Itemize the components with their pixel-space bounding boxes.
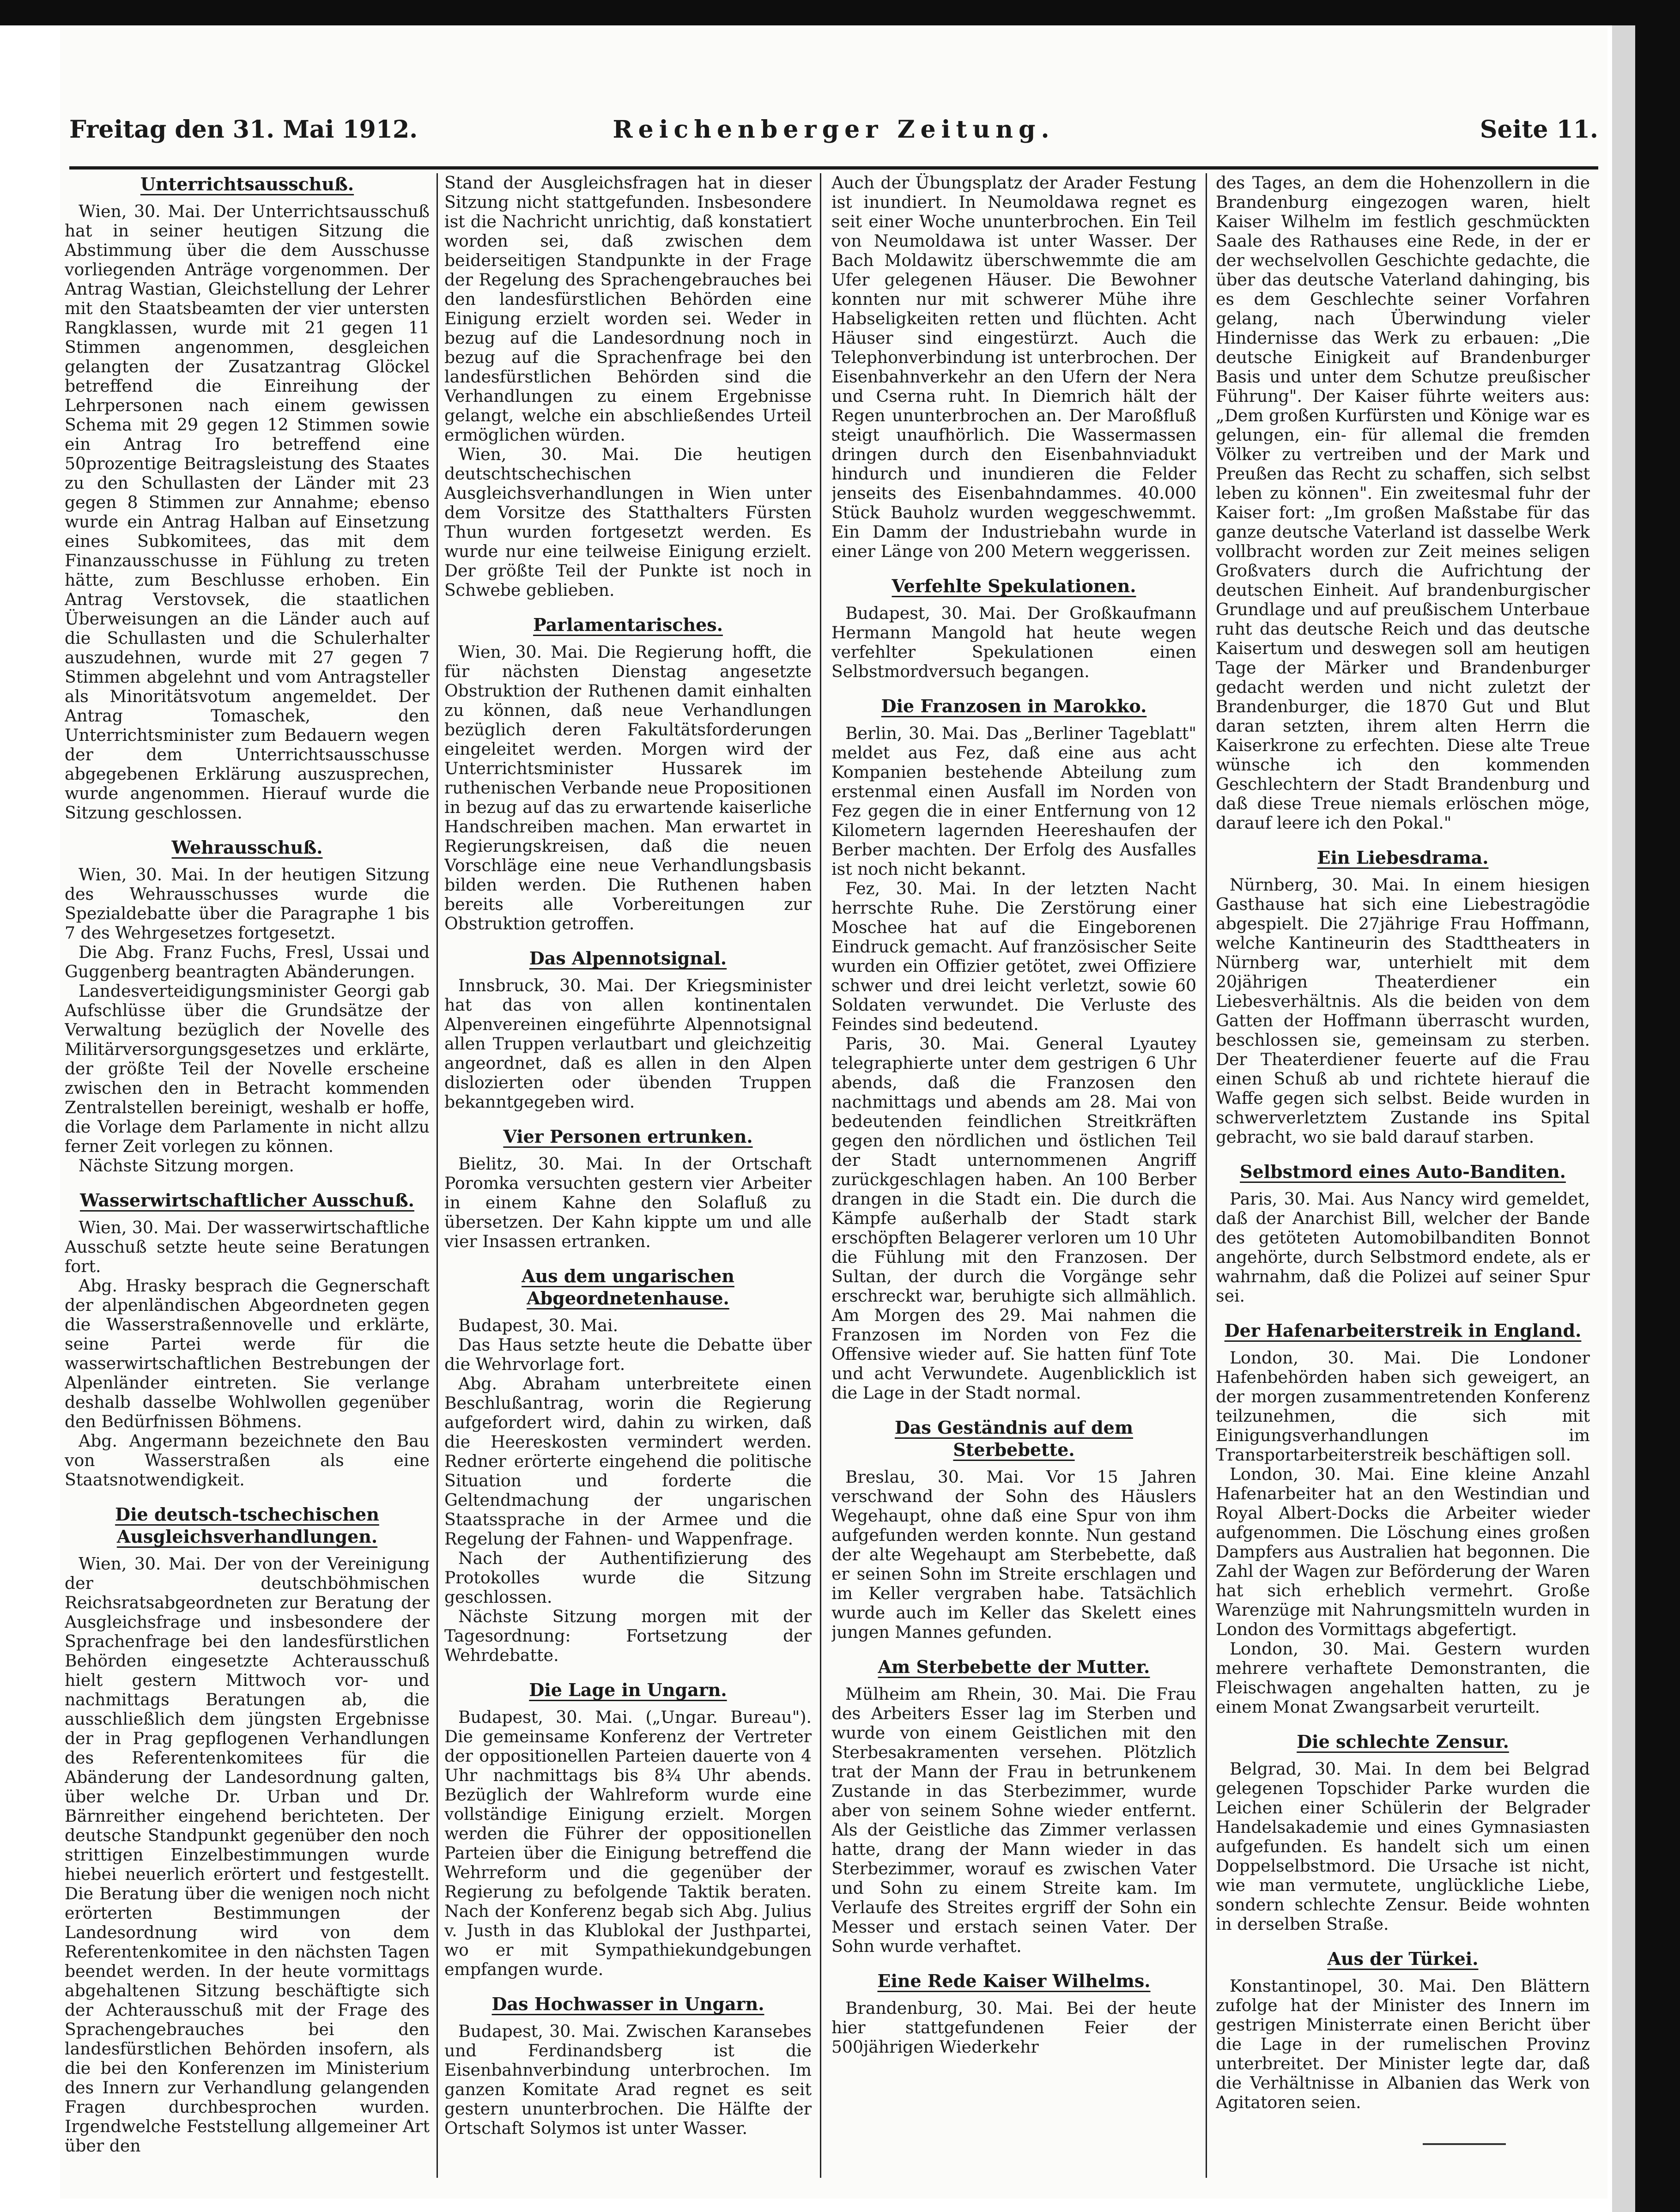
- column-3: [831, 173, 1196, 2178]
- article-paragraph: Budapest, 30. Mai. Zwischen Karansebes und Ferdinandsberg ist die Eisenbahnverbindung unterbrochen. Im ganzen Komitate Arad regnet es seit gestern ununterbrochen. Die Hälfte der Ortschaft Solymos ist unter Wasser.: [444, 2021, 812, 2138]
- article-paragraph: des Tages, an dem die Hohenzollern in die Brandenburg eingezogen waren, hielt Kaiser Wilhelm im festlich geschmückten Saale des Rathauses eine Rede, in der er der wechselvollen Geschichte gedachte, die über das deutsche Vaterland dahinging, bis es dem Geschlechte seiner Vorfahren gelang, nach Überwindung vieler Hindernisse das Werk zu erbauen: „Die deutsche Einigkeit auf Brandenburger Basis und unter dem Schutze preußischer Führung". Der Kaiser führte weiters aus: „Dem großen Kurfürsten und Könige war es gelungen, ein- für allemal die fremden Völker zu vertreiben und der Mark und Preußen das Recht zu schaffen, sich selbst leben zu können". Ein zweitesmal fuhr der Kaiser fort: „Im großen Maßstabe für das ganze deutsche Vaterland ist dasselbe Werk vollbracht worden zur Zeit meines seligen Großvaters durch die Aufrichtung der deutschen Einheit. Auf brandenburgischer Grundlage und auf preußischem Unterbaue ruht das deutsche Reich und das deutsche Kaisertum und deswegen soll am heutigen Tage der Märker und Brandenburger gedacht werden und nicht zuletzt der Brandenburger, die 1870 Gut und Blut daran setzten, ihrem alten Herrn die Kaiserkrone zu erfechten. Diese alte Treue wünsche ich den kommenden Geschlechtern der Stadt Brandenburg und daß diese Treue niemals erlöschen möge, darauf leere ich den Pokal.": [1216, 173, 1590, 833]
- newspaper-title: Reichenberger Zeitung.: [613, 115, 1055, 144]
- article-paragraph: Abg. Angermann bezeichnete den Bau von Wasserstraßen als eine Staatsnotwendigkeit.: [65, 1431, 430, 1490]
- article-paragraph: Paris, 30. Mai. Aus Nancy wird gemeldet, daß der Anarchist Bill, welcher der Bande des getöteten Automobilbanditen Bonnot angehörte, durch Selbstmord endete, als er wahrnahm, daß die Polizei auf seiner Spur sei.: [1216, 1189, 1590, 1306]
- article-headline: Unterrichtsausschuß.: [140, 174, 354, 194]
- article-paragraph: Wien, 30. Mai. Die heutigen deutschtschechischen Ausgleichsverhandlungen in Wien unter dem Vorsitze des Statthalters Fürsten Thun wurden fortgesetzt werden. Es wurde nur eine teilweise Einigung erzielt. Der größte Teil der Punkte ist noch in Schwebe geblieben.: [444, 444, 812, 600]
- article-headline: Eine Rede Kaiser Wilhelms.: [877, 1970, 1151, 1991]
- article-paragraph: Wien, 30. Mai. Die Regierung hofft, die für nächsten Dienstag angesetzte Obstruktion der Ruthenen damit einhalten zu können, daß neue Verhandlungen bezüglich deren Fakultätsforderungen eingeleitet werden. Morgen wird der Unterrichtsminister Hussarek im ruthenischen Verbande neue Propositionen in bezug auf das zu erwartende kaiserliche Handschreiben machen. Man erwartet in Regierungskreisen, daß die neuen Vorschläge eine neue Verhandlungsbasis bilden werden. Die Ruthenen haben bereits alle Vorbereitungen zur Obstruktion getroffen.: [444, 642, 812, 933]
- article-headline: Die schlechte Zensur.: [1297, 1731, 1509, 1752]
- article-paragraph: Stand der Ausgleichsfragen hat in dieser Sitzung nicht stattgefunden. Insbesondere ist die Nachricht unrichtig, daß konstatiert worden sei, daß zwischen dem beiderseitigen Standpunkte in der Frage der Regelung des Sprachengebrauches bei den landesfürstlichen Behörden eine Einigung erzielt worden sei. Weder in bezug auf die Landesordnung noch in bezug auf die Sprachenfrage bei den landesfürstlichen Behörden sind die Verhandlungen zu einem Ergebnisse gelangt, welche ein abschließendes Urteil ermöglichen würden.: [444, 173, 812, 445]
- article-headline: Das Geständnis auf dem Sterbebette.: [894, 1417, 1134, 1460]
- column-divider: [437, 173, 438, 2178]
- article-paragraph: Brandenburg, 30. Mai. Bei der heute hier stattgefundenen Feier der 500jährigen Wiederkehr: [831, 1998, 1196, 2057]
- column-4: [1216, 173, 1590, 2178]
- article-paragraph: Nächste Sitzung morgen mit der Tagesordnung: Fortsetzung der Wehrdebatte.: [444, 1606, 812, 1665]
- article-paragraph: Konstantinopel, 30. Mai. Den Blättern zufolge hat der Minister des Innern im gestrigen Ministerrate einen Bericht über die Lage in der rumelischen Provinz unterbreitet. Der Minister legte dar, daß die Verhältnisse in Albanien das Werk von Agitatoren seien.: [1216, 1976, 1590, 2112]
- article-paragraph: Landesverteidigungsminister Georgi gab Aufschlüsse über die Grundsätze der Verwaltung bezüglich der Novelle des Militärversorgungsgesetzes und erklärte, der größte Teil der Novelle erscheine zwischen den in Betracht kommenden Zentralstellen bereinigt, weshalb er hoffe, die Vorlage dem Parlamente in nicht allzu ferner Zeit vorlegen zu können.: [65, 981, 430, 1156]
- article-headline: Aus dem ungarischen Abgeordnetenhause.: [522, 1266, 734, 1309]
- article-headline: Selbstmord eines Auto-Banditen.: [1240, 1161, 1566, 1182]
- article-paragraph: Das Haus setzte heute die Debatte über die Wehrvorlage fort.: [444, 1335, 812, 1374]
- scan-border-right: [1635, 0, 1680, 2212]
- article-paragraph: Bielitz, 30. Mai. In der Ortschaft Poromka versuchten gestern vier Arbeiter in einem Kahne den Solafluß zu übersetzen. Der Kahn kippte um und alle vier Insassen ertranken.: [444, 1154, 812, 1251]
- article-paragraph: Abg. Abraham unterbreitete einen Beschlußantrag, worin die Regierung aufgefordert wird, dahin zu wirken, daß die Heereskosten vermindert werden. Redner erörterte eingehend die politische Situation und forderte die Geltendmachung der ungarischen Staatssprache in der Armee und die Regelung der Fahnen- und Wappenfrage.: [444, 1374, 812, 1549]
- article-paragraph: Belgrad, 30. Mai. In dem bei Belgrad gelegenen Topschider Parke wurden die Leichen einer Schülerin der Belgrader Handelsakademie und eines Gymnasiasten aufgefunden. Es handelt sich um einen Doppelselbstmord. Die Ursache ist nicht, wie man vermutete, unglückliche Liebe, sondern schlechte Zensur. Beide wohnten in derselben Straße.: [1216, 1759, 1590, 1934]
- article-paragraph: Budapest, 30. Mai. („Ungar. Bureau"). Die gemeinsame Konferenz der Vertreter der oppositionellen Parteien dauerte von 4 Uhr nachmittags bis 8¾ Uhr abends. Bezüglich der Wahlreform wurde eine vollständige Einigung erzielt. Morgen werden die Führer der oppositionellen Parteien über die Einigung betreffend die Wehrreform und die gegenüber der Regierung zu befolgende Taktik beraten. Nach der Konferenz begab sich Abg. Julius v. Justh in das Klublokal der Justhpartei, wo er mit Sympathiekundgebungen empfangen wurde.: [444, 1707, 812, 1979]
- article-headline: Verfehlte Spekulationen.: [892, 576, 1136, 596]
- article-headline: Die Franzosen in Marokko.: [881, 696, 1147, 716]
- article-headline: Vier Personen ertrunken.: [503, 1126, 753, 1147]
- scan-border-shade: [1612, 25, 1635, 2212]
- article-paragraph: Wien, 30. Mai. Der von der Vereinigung der deutschböhmischen Reichsratsabgeordneten zur Beratung der Ausgleichsfrage und insbesondere der Sprachenfrage bei den landesfürstlichen Behörden eingesetzte Achterausschuß hielt gestern Mittwoch vor- und nachmittags Beratungen ab, die ausschließlich dem jüngsten Ergebnisse der in Prag gepflogenen Verhandlungen des Referentenkomitees für die Abänderung der Landesordnung galten, über welche Dr. Urban und Dr. Bärnreither eingehend berichteten. Der deutsche Standpunkt gegenüber den noch strittigen Einzelbestimmungen wurde hiebei neuerlich erörtert und festgestellt. Die Beratung über die wenigen noch nicht erörterten Bestimmungen der Landesordnung wird von dem Referentenkomitee in den nächsten Tagen beendet werden. In der heute vormittags abgehaltenen Sitzung beschäftigte sich der Achterausschuß mit der Frage des Sprachengebrauches bei den landesfürstlichen Behörden insofern, als die bei den Konferenzen im Ministerium des Innern zur Verhandlung gelangenden Fragen durchbesprochen wurden. Irgendwelche Feststellung allgemeiner Art über den: [65, 1554, 430, 2156]
- article-paragraph: Auch der Übungsplatz der Arader Festung ist inundiert. In Neumoldawa regnet es seit einer Woche ununterbrochen. Ein Teil von Neumoldawa ist unter Wasser. Der Bach Moldawitz überschwemmte die am Ufer gelegenen Häuser. Die Bewohner konnten nur mit schwerer Mühe ihre Habseligkeiten retten und flüchten. Acht Häuser sind eingestürzt. Auch die Telephonverbindung ist unterbrochen. Der Eisenbahnverkehr an den Ufern der Nera und Cserna ruht. In Diemrich hält der Regen ununterbrochen an. Der Maroßfluß steigt unaufhörlich. Die Wassermassen dringen durch den Eisenbahnviadukt hindurch und inundieren die Felder jenseits des Eisenbahndammes. 40.000 Stück Bauholz wurden weggeschwemmt. Ein Damm der Industriebahn wurde in einer Länge von 200 Metern weggerissen.: [831, 173, 1196, 561]
- article-headline: Das Alpennotsignal.: [529, 948, 727, 969]
- column-1: [65, 173, 430, 2178]
- article-headline: Wehrausschuß.: [171, 837, 323, 858]
- article-headline: Die deutsch-tschechischen Ausgleichsverhandlungen.: [115, 1504, 379, 1547]
- column-2: [444, 173, 812, 2178]
- article-paragraph: Fez, 30. Mai. In der letzten Nacht herrschte Ruhe. Die Zerstörung einer Moschee hat auf die Eingeborenen Eindruck gemacht. Auf französischer Seite wurden ein Offizier getötet, zwei Offiziere schwer und drei leicht verletzt, sowie 60 Soldaten verwundet. Die Verluste des Feindes sind bedeutend.: [831, 879, 1196, 1034]
- article-paragraph: London, 30. Mai. Die Londoner Hafenbehörden haben sich geweigert, an der morgen zusammentretenden Konferenz teilzunehmen, die sich mit Einigungsverhandlungen im Transportarbeiterstreik beschäftigen soll.: [1216, 1348, 1590, 1465]
- column-divider: [820, 173, 821, 2178]
- page-header: [69, 115, 1598, 157]
- article-paragraph: Budapest, 30. Mai. Der Großkaufmann Hermann Mangold hat heute wegen verfehlter Spekulationen einen Selbstmordversuch begangen.: [831, 603, 1196, 681]
- article-headline: Parlamentarisches.: [533, 614, 723, 635]
- header-rule: [69, 166, 1598, 170]
- article-paragraph: Wien, 30. Mai. Der Unterrichtsausschuß hat in seiner heutigen Sitzung die Abstimmung über die dem Ausschusse vorliegenden Anträge vorgenommen. Der Antrag Wastian, Gleichstellung der Lehrer mit den Staatsbeamten der vier untersten Rangklassen, wurde mit 21 gegen 11 Stimmen angenommen, desgleichen gelangten der Zusatzantrag Glöckel betreffend die Einreihung der Lehrpersonen nach einem gewissen Schema mit 29 gegen 12 Stimmen sowie ein Antrag Iro betreffend eine 50prozentige Beitragsleistung des Staates zu den Schullasten der Länder mit 23 gegen 8 Stimmen zur Annahme; ebenso wurde ein Antrag Halban auf Einsetzung eines Subkomitees, das mit dem Finanzausschusse in Fühlung zu treten hätte, zum Beschlusse erhoben. Ein Antrag Verstovsek, die staatlichen Überweisungen an die Länder auch auf die Schullasten und die Schulerhalter auszudehnen, wurde mit 27 gegen 7 Stimmen abgelehnt und vom Antragsteller als Minoritätsvotum angemeldet. Der Antrag Tomaschek, den Unterrichtsminister zum Bedauern wegen der dem Unterrichtsausschusse abgegebenen Erklärung auszusprechen, wurde angenommen. Hierauf wurde die Sitzung geschlossen.: [65, 201, 430, 823]
- article-headline: Ein Liebesdrama.: [1317, 847, 1489, 868]
- article-paragraph: Innsbruck, 30. Mai. Der Kriegsminister hat das von allen kontinentalen Alpenvereinen eingeführte Alpennotsignal allen Truppen verlautbart und gleichzeitig angeordnet, daß es allen in den Alpen dislozierten oder übenden Truppen bekanntgegeben wird.: [444, 976, 812, 1112]
- article-headline: Am Sterbebette der Mutter.: [878, 1656, 1150, 1677]
- article-paragraph: Abg. Hrasky besprach die Gegnerschaft der alpenländischen Abgeordneten gegen die Wasserstraßennovelle und erklärte, seine Partei werde für die wasserwirtschaftlichen Bestrebungen der Alpenländer eintreten. Sie verlange deshalb dasselbe Wohlwollen gegenüber den Bedürfnissen Böhmens.: [65, 1276, 430, 1431]
- article-headline: Aus der Türkei.: [1327, 1948, 1479, 1969]
- article-paragraph: Budapest, 30. Mai.: [458, 1315, 619, 1335]
- article-paragraph: Nürnberg, 30. Mai. In einem hiesigen Gasthause hat sich eine Liebestragödie abgespielt. Die 27jährige Frau Hoffmann, welche Kantineurin des Stadttheaters in Nürnberg war, unterhielt mit dem 20jährigen Theaterdiener ein Liebesverhältnis. Als die beiden von dem Gatten der Hoffmann überrascht wurden, beschlossen sie, gemeinsam zu sterben. Der Theaterdiener feuerte auf die Frau einen Schuß ab und richtete hierauf die Waffe gegen sich selbst. Beide wurden in schwerverletztem Zustande ins Spital gebracht, wo sie bald darauf starben.: [1216, 875, 1590, 1147]
- article-paragraph: Wien, 30. Mai. In der heutigen Sitzung des Wehrausschusses wurde die Spezialdebatte über die Paragraphe 1 bis 7 des Wehrgesetzes fortgesetzt.: [65, 865, 430, 943]
- article-headline: Wasserwirtschaftlicher Ausschuß.: [80, 1190, 414, 1211]
- header-date: Freitag den 31. Mai 1912.: [69, 115, 418, 144]
- newspaper-page: [60, 28, 1607, 2199]
- article-paragraph: Wien, 30. Mai. Der wasserwirtschaftliche Ausschuß setzte heute seine Beratungen fort.: [65, 1218, 430, 1276]
- article-headline: Der Hafenarbeiterstreik in England.: [1224, 1320, 1582, 1341]
- page-number: Seite 11.: [1480, 115, 1598, 144]
- article-paragraph: Die Abg. Franz Fuchs, Fresl, Ussai und Guggenberg beantragten Abänderungen.: [65, 942, 430, 982]
- article-paragraph: Breslau, 30. Mai. Vor 15 Jahren verschwand der Sohn des Häuslers Wegehaupt, ohne daß eine Spur von ihm aufgefunden werden konnte. Nun gestand der alte Wegehaupt am Sterbebette, daß er seinen Sohn im Streite erschlagen und im Keller vergraben habe. Tatsächlich wurde auch im Keller das Skelett eines jungen Mannes gefunden.: [831, 1467, 1196, 1642]
- scan-border-top: [0, 0, 1680, 25]
- column-divider: [1206, 173, 1207, 2178]
- article-headline: Das Hochwasser in Ungarn.: [491, 1994, 764, 2014]
- article-paragraph: Berlin, 30. Mai. Das „Berliner Tageblatt" meldet aus Fez, daß eine aus acht Kompanien bestehende Abteilung zum erstenmal einen Ausfall im Norden von Fez gegen die in einer Entfernung von 12 Kilometern lagernden Heereshaufen der Berber machten. Der Erfolg des Ausfalles ist noch nicht bekannt.: [831, 723, 1196, 879]
- article-paragraph: London, 30. Mai. Eine kleine Anzahl Hafenarbeiter hat an den Westindian und Royal Albert-Docks die Arbeiter wieder aufgenommen. Die Löschung eines großen Dampfers aus Australien hat begonnen. Die Zahl der Wagen zur Beförderung der Waren hat sich erheblich vermehrt. Große Warenzüge mit Nahrungsmitteln wurden in London des Vormittags abgefertigt.: [1216, 1464, 1590, 1639]
- end-rule: [1423, 2143, 1506, 2145]
- article-paragraph: Paris, 30. Mai. General Lyautey telegraphierte unter dem gestrigen 6 Uhr abends, daß die Franzosen den nachmittags und abends am 28. Mai von bedeutenden feindlichen Streitkräften gegen den nördlichen und östlichen Teil der Stadt unternommenen Angriff zurückgeschlagen haben. An 100 Berber drangen in die Stadt ein. Die durch die Kämpfe außerhalb der Stadt stark erschöpften Belagerer verloren um 10 Uhr die Fühlung mit den Franzosen. Der Sultan, der durch die Vorgänge sehr erschreckt war, beruhigte sich allmählich. Am Morgen des 29. Mai nahmen die Franzosen im Norden von Fez die Offensive wieder auf. Sie hatten fünf Tote und acht Verwundete. Augenblicklich ist die Lage in der Stadt normal.: [831, 1034, 1196, 1403]
- article-paragraph: Nächste Sitzung morgen.: [79, 1156, 294, 1176]
- article-paragraph: Nach der Authentifizierung des Protokolles wurde die Sitzung geschlossen.: [444, 1548, 812, 1607]
- article-headline: Die Lage in Ungarn.: [529, 1679, 727, 1700]
- article-paragraph: London, 30. Mai. Gestern wurden mehrere verhaftete Demonstranten, die Fleischwagen angehalten hatten, zu je einem Monat Zwangsarbeit verurteilt.: [1216, 1639, 1590, 1717]
- article-paragraph: Mülheim am Rhein, 30. Mai. Die Frau des Arbeiters Esser lag im Sterben und wurde von einem Geistlichen mit den Sterbesakramenten versehen. Plötzlich trat der Mann der Frau in betrunkenem Zustande in das Sterbezimmer, wurde aber von seinem Sohne wieder entfernt. Als der Geistliche das Zimmer verlassen hatte, drang der Mann wieder in das Sterbezimmer, worauf es zwischen Vater und Sohn zu einem Streite kam. Im Verlaufe des Streites ergriff der Sohn ein Messer und erstach seinen Vater. Der Sohn wurde verhaftet.: [831, 1684, 1196, 1956]
